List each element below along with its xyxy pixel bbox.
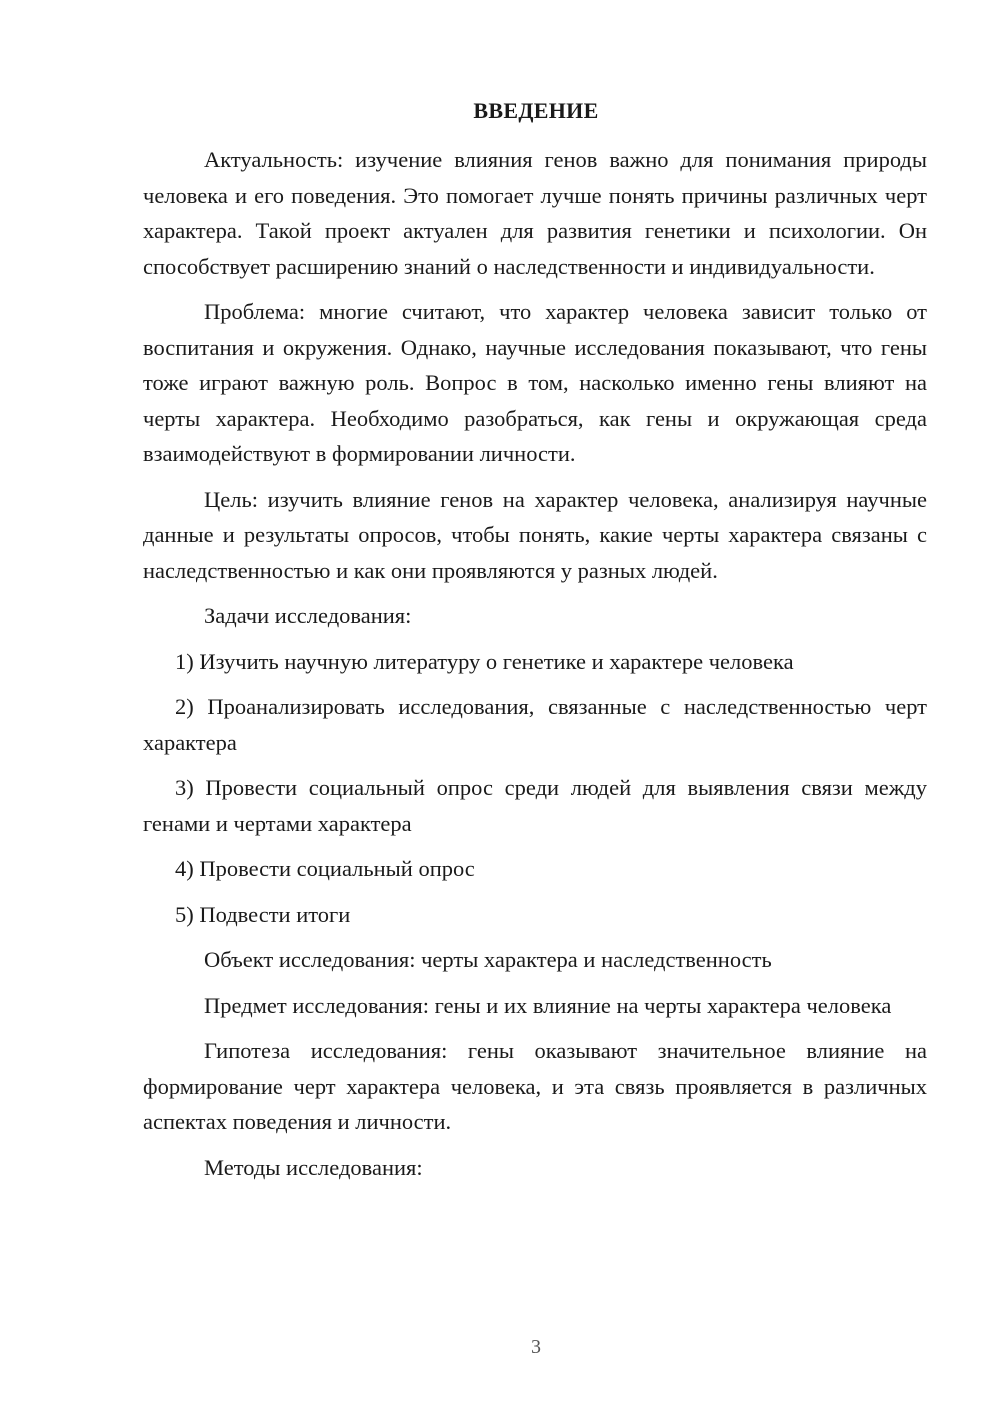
section-heading: ВВЕДЕНИЕ (473, 98, 599, 123)
methods-paragraph: Методы исследования: (204, 1154, 423, 1180)
goal-paragraph: Цель: изучить влияние генов на характер человека, анализируя научные данные и результаты опросов, чтобы понять, какие черты характера связаны с наследственностью и как они проявляются у разных людей. (143, 486, 927, 583)
problem-paragraph: Проблема: многие считают, что характер человека зависит только от воспитания и окружения. Однако, научные исследования показывают, что гены тоже играют важную роль. Вопрос в том, насколько именно гены влияют на черты характера. Необходимо разобраться, как гены и окружающая среда взаимодействуют в формировании личности. (143, 299, 927, 466)
list-item: 3) Провести социальный опрос среди людей для выявления связи между генами и чертами характера (143, 775, 927, 836)
tasks-intro: Задачи исследования: (204, 603, 412, 628)
body-text (143, 142, 927, 1185)
page-number: 3 (531, 1336, 541, 1358)
list-item: 2) Проанализировать исследования, связанные с наследственностью черт характера (143, 694, 927, 755)
hypothesis-paragraph: Гипотеза исследования: гены оказывают значительное влияние на формирование черт характера человека, и эта связь проявляется в различных аспектах поведения и личности. (143, 1038, 927, 1134)
object-paragraph: Объект исследования: черты характера и наследственность (204, 947, 772, 972)
list-item: 4) Провести социальный опрос (175, 856, 475, 881)
relevance-paragraph: Актуальность: изучение влияния генов важно для понимания природы человека и его поведения. Это помогает лучше понять причины различных черт характера. Такой проект актуален для развития генетики и психологии. Он способствует расширению знаний о наследственности и индивидуальности. (143, 147, 927, 279)
list-item: 1) Изучить научную литературу о генетике и характере человека (175, 648, 794, 674)
tasks-list (143, 644, 927, 933)
subject-paragraph: Предмет исследования: гены и их влияние на черты характера человека (204, 992, 892, 1018)
list-item: 5) Подвести итоги (175, 901, 351, 927)
